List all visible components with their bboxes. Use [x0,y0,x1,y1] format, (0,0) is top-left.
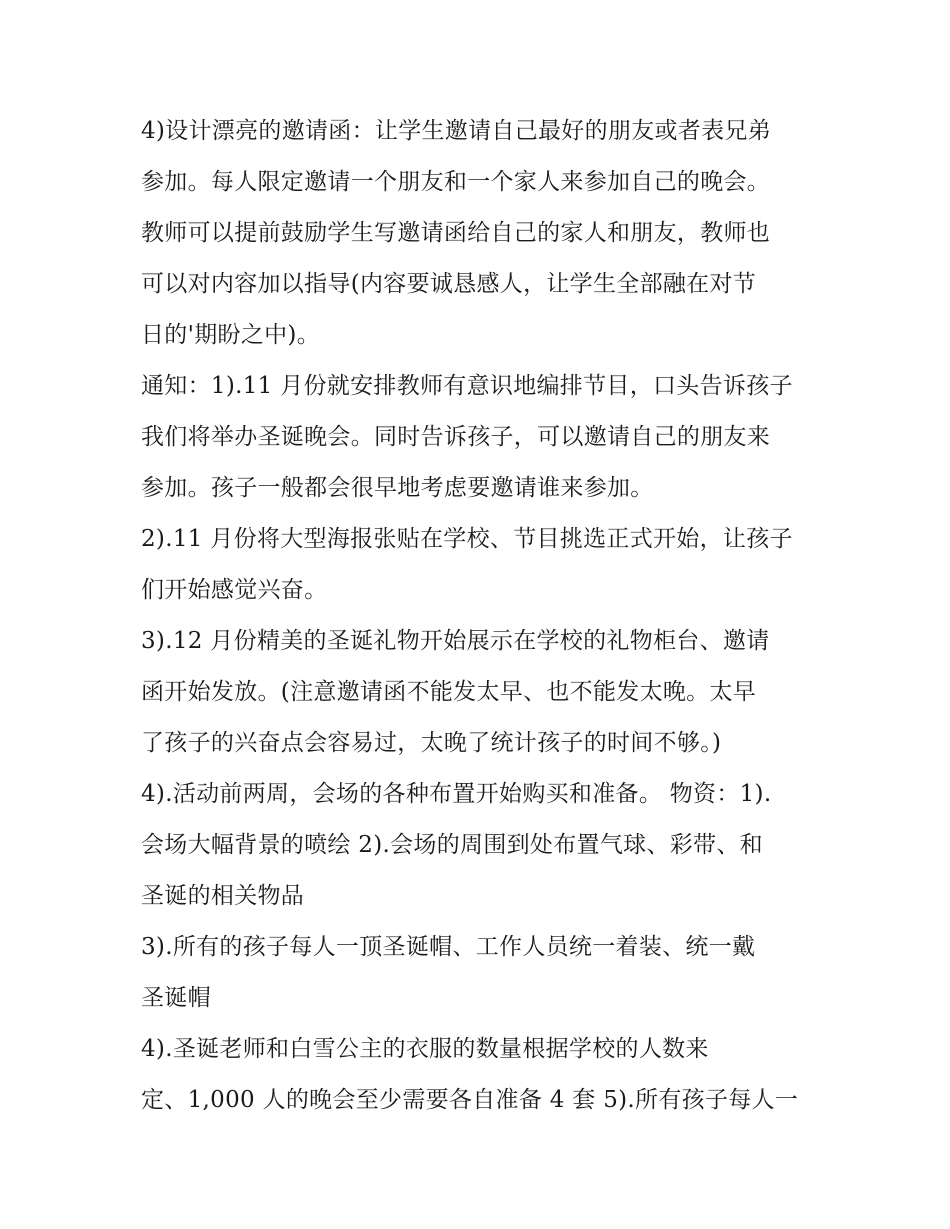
text-line: 通知：1).11 月份就安排教师有意识地编排节目，口头告诉孩子 [141,373,793,399]
text-line: 4).活动前两周，会场的各种布置开始购买和准备。 物资：1). [141,781,772,807]
text-line: 我们将举办圣诞晚会。同时告诉孩子，可以邀请自己的朋友来 [141,424,771,450]
document-body [141,106,821,1126]
text-line: 定、1,000 人的晚会至少需要各自准备 4 套 5).所有孩子每人一 [141,1087,799,1113]
text-line: 了孩子的兴奋点会容易过，太晚了统计孩子的时间不够。) [141,730,722,756]
text-line: 圣诞帽 [141,985,211,1011]
text-line: 参加。孩子一般都会很早地考虑要邀请谁来参加。 [141,475,654,501]
text-line: 函开始发放。(注意邀请函不能发太早、也不能发太晚。太早 [141,679,757,705]
text-line: 会场大幅背景的喷绘 2).会场的周围到处布置气球、彩带、和 [141,832,763,858]
text-line: 们开始感觉兴奋。 [141,577,328,603]
text-line: 参加。每人限定邀请一个朋友和一个家人来参加自己的晚会。 [141,169,771,195]
text-line: 圣诞的相关物品 [141,883,305,909]
text-line: 3).所有的孩子每人一顶圣诞帽、工作人员统一着装、统一戴 [141,934,756,960]
text-line: 可以对内容加以指导(内容要诚恳感人，让学生全部融在对节 [141,271,757,297]
text-line: 3).12 月份精美的圣诞礼物开始展示在学校的礼物柜台、邀请 [141,628,770,654]
text-line: 2).11 月份将大型海报张贴在学校、节目挑选正式开始，让孩子 [141,526,793,552]
text-line: 日的'期盼之中)。 [141,322,320,348]
text-line: 4)设计漂亮的邀请函：让学生邀请自己最好的朋友或者表兄弟 [141,118,772,144]
text-line: 教师可以提前鼓励学生写邀请函给自己的家人和朋友，教师也 [141,220,771,246]
text-line: 4).圣诞老师和白雪公主的衣服的数量根据学校的人数来 [141,1036,709,1062]
